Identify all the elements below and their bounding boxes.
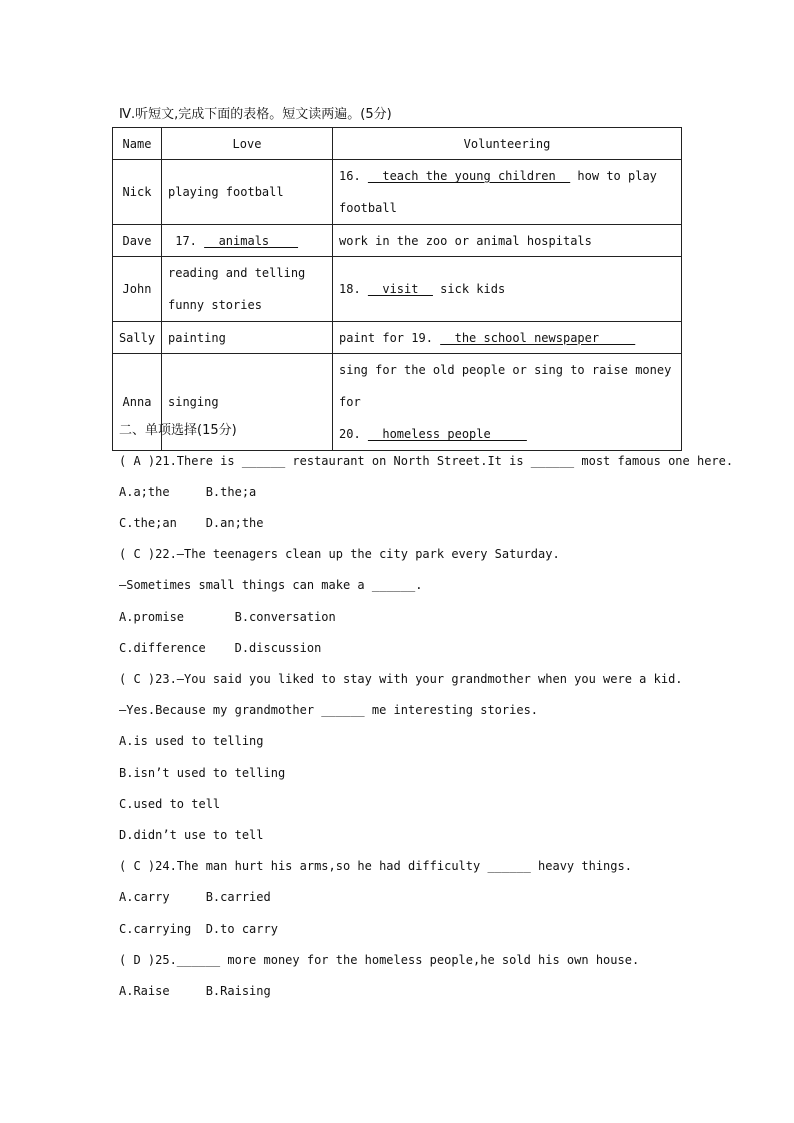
love-cell: playing football <box>162 160 333 225</box>
option-23-c: C.used to tell <box>119 797 221 811</box>
table-row <box>113 322 682 354</box>
text-line: sing for the old people or sing to raise money for <box>339 363 672 409</box>
question-number: 18. <box>339 282 368 296</box>
option-23-d: D.didn’t use to tell <box>119 828 264 842</box>
volunteering-cell <box>333 160 682 225</box>
volunteering-cell <box>333 257 682 322</box>
name-cell: Nick <box>113 160 162 225</box>
love-cell <box>162 257 333 322</box>
options-24-ab: A.carry B.carried <box>119 890 271 904</box>
section-2-heading: 二、单项选择(15分) <box>119 423 237 438</box>
question-number: 20. <box>339 427 368 441</box>
question-21: ( A )21.There is ______ restaurant on North Street.It is ______ most famous one here. <box>119 454 734 468</box>
text-line: football <box>339 201 397 215</box>
love-cell: singing <box>162 354 333 451</box>
options-21-cd: C.the;an D.an;the <box>119 516 264 530</box>
name-cell: Dave <box>113 225 162 257</box>
volunteering-cell <box>333 322 682 354</box>
options-24-cd: C.carrying D.to carry <box>119 922 278 936</box>
love-cell <box>162 225 333 257</box>
question-22: ( C )22.—The teenagers clean up the city park every Saturday. <box>119 547 560 561</box>
name-cell: John <box>113 257 162 322</box>
section-4-heading: Ⅳ.听短文,完成下面的表格。短文读两遍。(5分) <box>119 107 392 122</box>
table-row <box>113 257 682 322</box>
name-cell: Anna <box>113 354 162 451</box>
answer-16: teach the young children <box>367 169 571 183</box>
text: how to play <box>570 169 657 183</box>
question-number: paint for 19. <box>339 330 441 345</box>
answer-17: animals <box>204 233 299 248</box>
volunteering-cell <box>333 354 682 451</box>
love-cell: painting <box>162 322 333 354</box>
table-row <box>113 225 682 257</box>
question-number: 16. <box>339 169 368 183</box>
question-23-reply: —Yes.Because my grandmother ______ me interesting stories. <box>119 703 539 717</box>
answer-19: the school newspaper <box>440 330 636 345</box>
options-22-ab: A.promise B.conversation <box>119 610 336 624</box>
options-22-cd: C.difference D.discussion <box>119 641 322 655</box>
options-21-ab: A.a;the B.the;a <box>119 485 257 499</box>
listening-table <box>112 127 682 451</box>
table-row <box>113 160 682 225</box>
question-24: ( C )24.The man hurt his arms,so he had difficulty ______ heavy things. <box>119 859 632 873</box>
option-23-a: A.is used to telling <box>119 734 264 748</box>
table-header-row <box>113 128 682 160</box>
text-line: funny stories <box>168 298 262 312</box>
option-23-b: B.isn’t used to telling <box>119 766 286 780</box>
question-25: ( D )25.______ more money for the homeless people,he sold his own house. <box>119 953 640 967</box>
volunteering-cell: work in the zoo or animal hospitals <box>333 225 682 257</box>
question-22-reply: —Sometimes small things can make a ______. <box>119 578 423 592</box>
name-cell: Sally <box>113 322 162 354</box>
options-25-ab: A.Raise B.Raising <box>119 984 271 998</box>
answer-20: homeless people <box>367 427 527 441</box>
text-line: reading and telling <box>168 266 306 280</box>
question-number: 17. <box>168 233 205 248</box>
header-name: Name <box>113 128 162 160</box>
header-love: Love <box>162 128 333 160</box>
header-volunteering: Volunteering <box>333 128 682 160</box>
text: sick kids <box>432 282 506 296</box>
answer-18: visit <box>367 282 433 296</box>
question-23: ( C )23.—You said you liked to stay with your grandmother when you were a kid. <box>119 672 683 686</box>
